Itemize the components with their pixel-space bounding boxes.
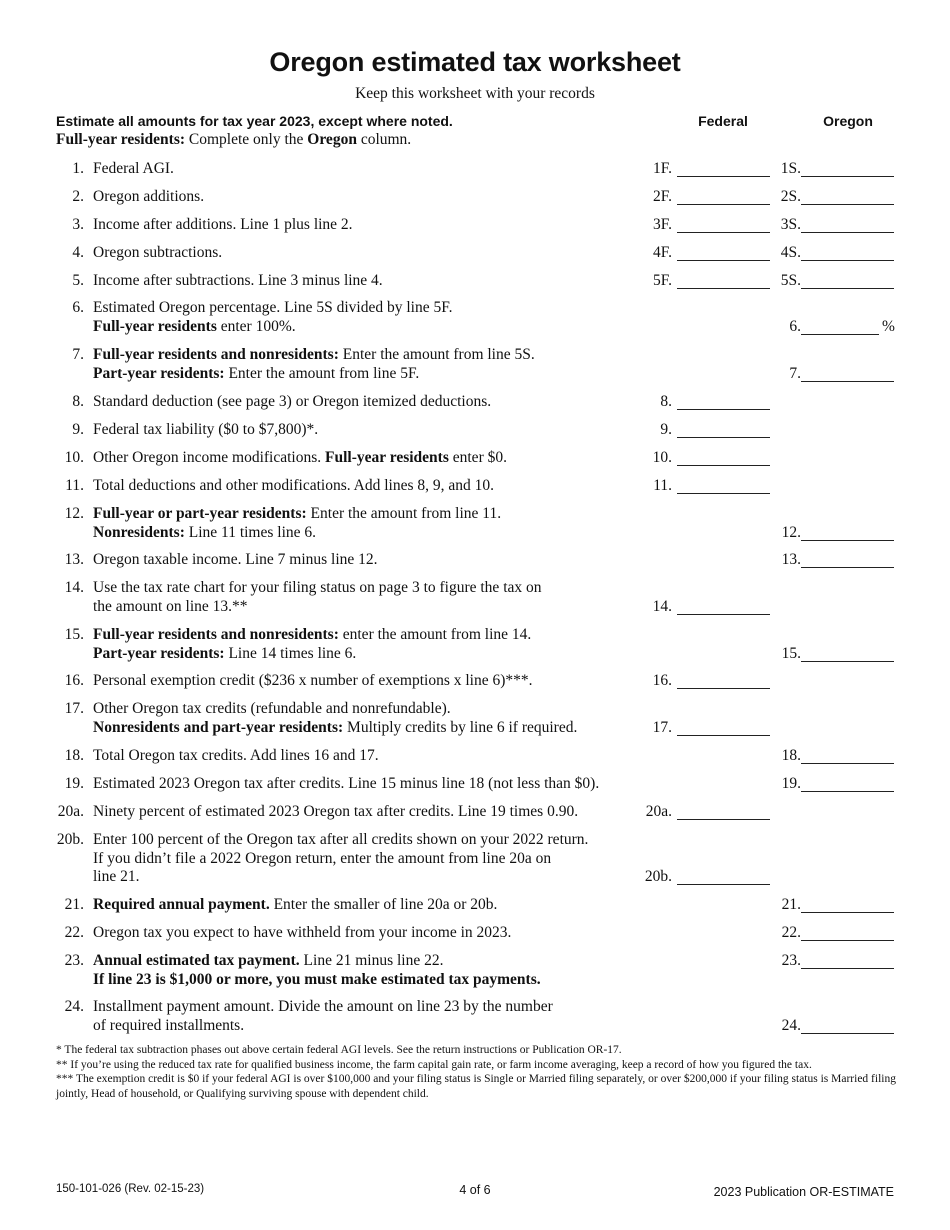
footnotes [56,1043,898,1101]
line-text: enter $0. [448,449,507,466]
oregon-line-label: 6. [789,317,801,335]
line-description [93,896,653,915]
line-text: Oregon taxable income. Line 7 minus line 12. [93,551,378,568]
oregon-amount-field[interactable] [801,661,894,662]
federal-amount-field[interactable] [677,688,770,689]
federal-amount-field[interactable] [677,614,770,615]
oregon-amount-field[interactable] [801,1033,894,1034]
federal-amount-field[interactable] [677,884,770,885]
line-text: Standard deduction (see page 3) or Oregon itemized deductions. [93,393,492,410]
line-text-bold: Nonresidents and part-year residents: [93,718,344,736]
full-year-note-column: Oregon [307,131,357,148]
line-number: 2. [72,188,84,205]
line-description [93,672,653,691]
oregon-amount-field[interactable] [801,912,894,913]
line-description [93,505,653,542]
line-description [93,998,653,1035]
line-number: 23. [64,952,84,969]
line-text: Oregon additions. [93,188,205,205]
line-description [93,952,653,989]
federal-line-label: 16. [652,672,672,689]
line-number: 14. [64,579,84,596]
line-number: 20b. [56,831,84,848]
oregon-line-label: 2S. [780,188,801,205]
line-text-bold: Part-year residents: [93,364,225,382]
line-description [93,160,653,179]
oregon-amount-field[interactable] [801,381,894,382]
line-number: 13. [64,551,84,568]
line-number: 15. [64,626,84,643]
line-text: Multiply credits by line 6 if required. [343,718,578,736]
line-text: Income after subtractions. Line 3 minus line 4. [93,272,383,289]
federal-line-label: 20b. [644,868,672,885]
line-description [93,188,653,207]
full-year-note-text: Complete only the [185,131,308,148]
federal-amount-field[interactable] [677,819,770,820]
oregon-amount-field[interactable] [801,968,894,969]
line-text: Oregon tax you expect to have withheld from your income in 2023. [93,924,512,941]
oregon-line-label: 18. [781,747,801,764]
line-text: Other Oregon tax credits (refundable and nonrefundable). [93,700,451,717]
federal-line-label: 1F. [652,160,672,177]
line-text: Income after additions. Line 1 plus line 2. [93,216,353,233]
oregon-line-label: 7. [789,364,801,382]
oregon-line-label: 22. [781,924,801,941]
line-description [93,299,653,336]
federal-line-label: 5F. [652,272,672,289]
line-text: Enter the amount from line 5F. [224,364,420,382]
federal-line-label: 2F. [652,188,672,205]
federal-line-label: 17. [652,718,672,736]
oregon-line-label: 12. [781,523,801,541]
oregon-amount-field[interactable] [801,763,894,764]
federal-line-label: 11. [653,477,672,494]
line-text: Installment payment amount. Divide the amount on line 23 by the number [93,998,553,1015]
line-text: Enter the amount from line 11. [306,505,502,522]
line-text: the amount on line 13.** [93,597,248,615]
line-number: 5. [72,272,84,289]
line-number: 21. [64,896,84,913]
line-text: enter the amount from line 14. [338,626,532,643]
line-description [93,803,653,822]
oregon-amount-field[interactable] [801,232,894,233]
line-number: 11. [65,477,84,494]
federal-amount-field[interactable] [677,465,770,466]
line-number: 20a. [57,803,84,820]
line-number: 24. [64,998,84,1015]
line-text-bold: Annual estimated tax payment. [93,952,300,969]
line-number: 12. [64,505,84,522]
line-number: 6. [72,299,84,316]
line-number: 9. [72,421,84,438]
line-description [93,579,653,616]
line-description [93,477,653,496]
line-text: line 21. [93,868,140,885]
line-text: Total deductions and other modifications. Add lines 8, 9, and 10. [93,477,494,494]
oregon-amount-field[interactable] [801,791,894,792]
full-year-note-end: column. [356,131,412,148]
oregon-amount-field[interactable] [801,567,894,568]
line-description [93,551,653,570]
line-description [93,393,653,412]
oregon-line-label: 19. [781,775,801,792]
federal-line-label: 4F. [652,244,672,261]
line-number: 10. [64,449,84,466]
oregon-line-label: 23. [781,952,801,969]
page-subtitle: Keep this worksheet with your records [355,85,595,102]
federal-line-label: 14. [652,597,672,615]
oregon-amount-field[interactable] [801,260,894,261]
federal-line-label: 10. [652,449,672,466]
line-text: Ninety percent of estimated 2023 Oregon tax after credits. Line 19 times 0.90. [93,803,579,820]
line-description [93,244,653,263]
form-number: 150-101-026 (Rev. 02-15-23) [56,1183,205,1195]
footnote: *** The exemption credit is $0 if your federal AGI is over $100,000 and your filing status is Single or Married filing separately, or over $200,000 if your filing status is Married filing jointly, Head of household, or Qualifying surviving spouse with dependent child. [56,1073,896,1100]
oregon-line-label: 3S. [780,216,801,233]
oregon-line-label: 4S. [780,244,801,261]
line-text-bold: Full-year or part-year residents: [93,505,307,522]
line-number: 4. [72,244,84,261]
line-description [93,272,653,291]
line-number: 7. [72,346,84,363]
line-description [93,216,653,235]
column-header-oregon: Oregon [823,113,873,129]
line-text-bold: Nonresidents: [93,523,185,541]
line-text: Use the tax rate chart for your filing status on page 3 to figure the tax on [93,579,542,596]
line-description [93,924,653,943]
oregon-amount-field[interactable] [801,940,894,941]
line-description [93,449,653,468]
percent-sign: % [882,317,895,335]
federal-amount-field[interactable] [677,493,770,494]
line-number: 16. [64,672,84,689]
line-text: If you didn’t file a 2022 Oregon return, enter the amount from line 20a on [93,849,552,867]
footnote: ** If you’re using the reduced tax rate for qualified business income, the farm capital gain rate, or farm income averaging, keep a record of how you figured the tax. [56,1058,812,1071]
federal-amount-field[interactable] [677,735,770,736]
line-number: 3. [72,216,84,233]
full-year-note-label: Full-year residents: [56,131,186,148]
line-description [93,346,653,383]
oregon-amount-field[interactable] [801,176,894,177]
line-text: Estimated Oregon percentage. Line 5S divided by line 5F. [93,299,453,316]
tax-year-note: Estimate all amounts for tax year 2023, except where noted. [56,113,453,129]
column-header-federal: Federal [698,113,748,129]
line-text: Other Oregon income modifications. [93,449,326,466]
line-number: 22. [64,924,84,941]
line-text-bold: Required annual payment. [93,896,270,913]
federal-line-label: 9. [660,421,672,438]
line-text: Total Oregon tax credits. Add lines 16 and 17. [93,747,379,764]
oregon-amount-field[interactable] [801,540,894,541]
federal-amount-field[interactable] [677,437,770,438]
line-number: 1. [72,160,84,177]
line-number: 18. [64,747,84,764]
line-text-bold: Part-year residents: [93,644,225,662]
line-description [93,775,653,794]
federal-line-label: 3F. [652,216,672,233]
line-text: of required installments. [93,1016,245,1034]
line-text: Line 21 minus line 22. [299,952,444,969]
full-year-note [56,131,411,149]
line-number: 19. [64,775,84,792]
page-number: 4 of 6 [459,1183,491,1197]
footnote: * The federal tax subtraction phases out above certain federal AGI levels. See the return instructions or Publication OR-17. [56,1044,622,1056]
oregon-line-label: 1S. [780,160,801,177]
oregon-amount-field[interactable] [801,334,879,335]
line-description [93,831,653,887]
oregon-line-label: 13. [781,551,801,568]
line-description [93,700,653,737]
line-text: Enter the amount from line 5S. [338,346,535,363]
line-description [93,421,653,440]
oregon-line-label: 21. [781,896,801,913]
federal-line-label: 8. [660,393,672,410]
oregon-line-label: 24. [781,1016,801,1034]
line-text-bold: Full-year residents [93,317,217,335]
oregon-amount-field[interactable] [801,204,894,205]
page-title: Oregon estimated tax worksheet [269,47,681,77]
line-text-bold: Full-year residents and nonresidents: [93,346,339,363]
line-text-bold: Full-year residents [325,449,449,466]
line-text-bold: If line 23 is $1,000 or more, you must make estimated tax payments. [93,970,541,988]
line-description [93,747,653,766]
line-text: Line 14 times line 6. [224,644,357,662]
line-text: Enter 100 percent of the Oregon tax after all credits shown on your 2022 return. [93,831,589,848]
line-text: Enter the smaller of line 20a or 20b. [269,896,498,913]
publication-name: 2023 Publication OR-ESTIMATE [713,1185,894,1199]
federal-line-label: 20a. [645,803,672,820]
line-description [93,626,653,663]
line-text: enter 100%. [216,317,296,335]
line-text: Federal tax liability ($0 to $7,800)*. [93,421,319,438]
federal-amount-field[interactable] [677,409,770,410]
line-text: Estimated 2023 Oregon tax after credits. Line 15 minus line 18 (not less than $0). [93,775,600,792]
line-number: 8. [72,393,84,410]
oregon-amount-field[interactable] [801,288,894,289]
line-text: Personal exemption credit ($236 x number of exemptions x line 6)***. [93,672,533,689]
line-text-bold: Full-year residents and nonresidents: [93,626,339,643]
line-text: Federal AGI. [93,160,174,177]
line-text: Oregon subtractions. [93,244,223,261]
oregon-line-label: 5S. [780,272,801,289]
oregon-line-label: 15. [781,644,801,662]
line-number: 17. [64,700,84,717]
line-text: Line 11 times line 6. [184,523,317,541]
